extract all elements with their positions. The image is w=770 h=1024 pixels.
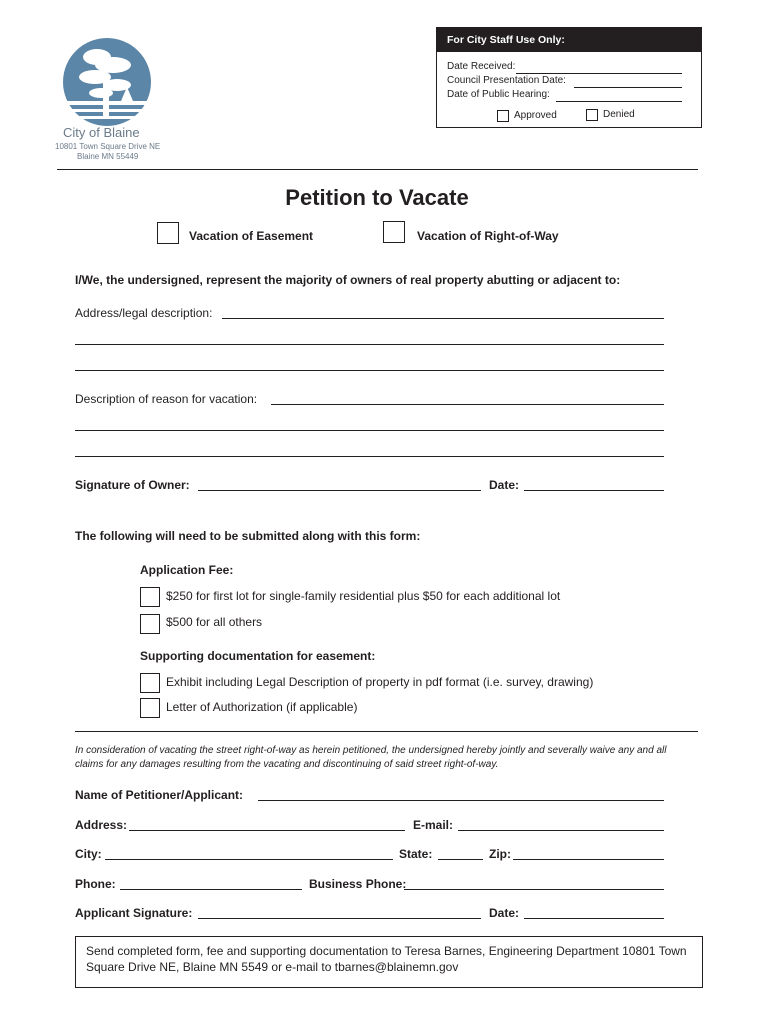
address-legal-line3[interactable] (75, 370, 664, 371)
fee-option1-checkbox[interactable] (140, 587, 160, 607)
logo-name: City of Blaine (63, 125, 140, 140)
staff-date-received-row (447, 61, 515, 72)
address-legal-line2[interactable] (75, 344, 664, 345)
applicant-name-label: Name of Petitioner/Applicant: (75, 788, 244, 802)
owner-signature-label: Signature of Owner: (75, 478, 190, 492)
reason-field[interactable] (271, 404, 664, 405)
applicant-city-field[interactable] (105, 859, 393, 860)
easement-checkbox[interactable] (157, 222, 179, 244)
applicant-phone-field[interactable] (120, 889, 302, 890)
waiver-text: In consideration of vacating the street right-of-way as herein petitioned, the undersigned hereby jointly and severally waive any and all claims for any damages resulting from the vacating and discontinuing of said street right-of-way. (75, 745, 667, 770)
fee-option2-checkbox[interactable] (140, 614, 160, 634)
docs-option2-label: Letter of Authorization (if applicable) (166, 700, 358, 714)
submit-heading: The following will need to be submitted along with this form: (75, 529, 421, 543)
fee-option1-label: $250 for first lot for single-family residential plus $50 for each additional lot (166, 589, 561, 603)
council-date-label: Council Presentation Date: (447, 75, 566, 86)
easement-label: Vacation of Easement (189, 229, 314, 243)
applicant-city-label: City: (75, 847, 102, 861)
applicant-date-label: Date: (489, 906, 520, 920)
fee-option2-label: $500 for all others (166, 615, 263, 629)
applicant-email-field[interactable] (458, 830, 664, 831)
applicant-signature-label: Applicant Signature: (75, 906, 193, 920)
hearing-date-field[interactable] (556, 101, 682, 102)
fee-heading: Application Fee: (140, 563, 234, 577)
docs-heading: Supporting documentation for easement: (140, 649, 376, 663)
submission-instructions: Send completed form, fee and supporting documentation to Teresa Barnes, Engineering Department 10801 Town Square Drive NE, Blaine MN 5549 or e-mail to tbarnes@blainemn.gov (75, 936, 703, 988)
staff-header: For City Staff Use Only: (437, 28, 701, 52)
docs-option2-checkbox[interactable] (140, 698, 160, 718)
owner-date-field[interactable] (524, 490, 664, 491)
date-received-field[interactable] (516, 73, 682, 74)
right-of-way-checkbox[interactable] (383, 221, 405, 243)
applicant-business-phone-label: Business Phone: (309, 877, 407, 891)
council-date-field[interactable] (574, 87, 682, 88)
reason-line2[interactable] (75, 430, 664, 431)
applicant-business-phone-field[interactable] (404, 889, 664, 890)
applicant-date-field[interactable] (524, 918, 664, 919)
city-logo (55, 35, 165, 170)
denied-checkbox[interactable] (586, 109, 598, 121)
applicant-address-label: Address: (75, 818, 128, 832)
logo-address-line2: Blaine MN 55449 (77, 152, 139, 161)
approved-checkbox[interactable] (497, 110, 509, 122)
applicant-email-label: E-mail: (413, 818, 454, 832)
hearing-date-label: Date of Public Hearing: (447, 89, 550, 100)
address-legal-label: Address/legal description: (75, 306, 213, 320)
staff-council-row (447, 75, 566, 86)
header-divider (57, 169, 698, 170)
approved-label: Approved (514, 110, 557, 121)
reason-label: Description of reason for vacation: (75, 392, 258, 406)
applicant-address-field[interactable] (129, 830, 405, 831)
applicant-zip-label: Zip: (489, 847, 511, 861)
tree-logo-icon (55, 35, 165, 135)
applicant-signature-field[interactable] (198, 918, 481, 919)
reason-line3[interactable] (75, 456, 664, 457)
staff-hearing-row (447, 89, 550, 100)
docs-option1-label: Exhibit including Legal Description of property in pdf format (i.e. survey, drawing) (166, 675, 594, 689)
staff-use-box (436, 27, 702, 128)
intro-text: I/We, the undersigned, represent the majority of owners of real property abutting or adjacent to: (75, 273, 621, 287)
page-title: Petition to Vacate (285, 185, 469, 210)
applicant-state-label: State: (399, 847, 433, 861)
denied-label: Denied (603, 109, 635, 120)
owner-date-label: Date: (489, 478, 520, 492)
applicant-name-field[interactable] (258, 800, 664, 801)
applicant-zip-field[interactable] (513, 859, 664, 860)
address-legal-field[interactable] (222, 318, 664, 319)
docs-option1-checkbox[interactable] (140, 673, 160, 693)
owner-signature-field[interactable] (198, 490, 481, 491)
applicant-phone-label: Phone: (75, 877, 116, 891)
date-received-label: Date Received: (447, 61, 516, 72)
logo-address-line1: 10801 Town Square Drive NE (55, 142, 161, 151)
applicant-state-field[interactable] (438, 859, 483, 860)
waiver-divider (75, 731, 698, 732)
right-of-way-label: Vacation of Right-of-Way (417, 229, 559, 243)
